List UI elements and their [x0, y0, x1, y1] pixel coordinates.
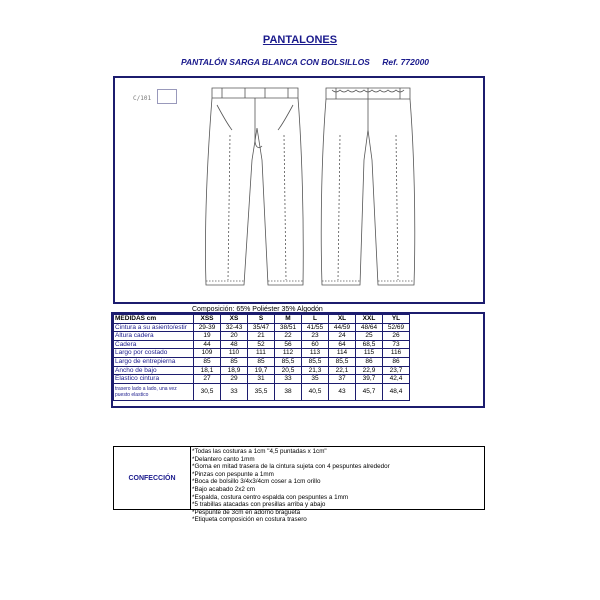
measure-value: 35	[302, 375, 329, 384]
confeccion-item: *Pinzas con pespunte a 1mm	[192, 470, 274, 478]
measure-label: Cadera	[114, 340, 194, 349]
measure-value: 86	[383, 357, 410, 366]
measure-value: 114	[329, 349, 356, 358]
measure-value: 44	[194, 340, 221, 349]
measure-value: 40,5	[302, 383, 329, 400]
measure-value: 39,7	[356, 375, 383, 384]
confeccion-label: CONFECCIÓN	[114, 447, 191, 509]
measure-label: Elastico cintura	[114, 375, 194, 384]
measure-label: Altura cadera	[114, 332, 194, 341]
measure-value: 111	[248, 349, 275, 358]
measure-value: 18,1	[194, 366, 221, 375]
measure-value: 26	[383, 332, 410, 341]
table-row	[114, 323, 410, 332]
measure-value: 44/59	[329, 323, 356, 332]
measure-value: 45,7	[356, 383, 383, 400]
measures-header-label: MEDIDAS cm	[114, 315, 194, 324]
table-row	[114, 357, 410, 366]
table-row	[114, 366, 410, 375]
measure-value: 22	[275, 332, 302, 341]
measure-value: 38/51	[275, 323, 302, 332]
measure-value: 27	[194, 375, 221, 384]
measure-value: 20,5	[275, 366, 302, 375]
page-title: PANTALONES	[262, 34, 338, 46]
measure-value: 31	[248, 375, 275, 384]
measure-value: 25	[356, 332, 383, 341]
table-row	[114, 375, 410, 384]
measure-value: 29-39	[194, 323, 221, 332]
measure-value: 116	[383, 349, 410, 358]
confeccion-item: *Bajo acabado 2x2 cm	[192, 485, 256, 493]
size-header: XXL	[356, 315, 383, 324]
measure-value: 48,4	[383, 383, 410, 400]
measure-label: Cintura a su asiento/estir	[114, 323, 194, 332]
measure-value: 113	[302, 349, 329, 358]
measure-label: Ancho de bajo	[114, 366, 194, 375]
front-pants-sketch	[205, 88, 303, 285]
measure-value: 85,5	[302, 357, 329, 366]
measure-label: Largo de entrepierna	[114, 357, 194, 366]
measure-value: 64	[329, 340, 356, 349]
measurements-header-row	[114, 315, 410, 324]
table-row	[114, 340, 410, 349]
measure-value: 33	[221, 383, 248, 400]
table-row	[114, 383, 410, 400]
measure-value: 86	[356, 357, 383, 366]
size-header: XL	[329, 315, 356, 324]
measure-value: 24	[329, 332, 356, 341]
measure-value: 32-43	[221, 323, 248, 332]
measure-value: 85	[221, 357, 248, 366]
measure-value: 22,1	[329, 366, 356, 375]
measure-value: 48	[221, 340, 248, 349]
confeccion-item: *Boca de bolsillo 3/4x3/4cm coser a 1cm orillo	[192, 478, 321, 486]
size-header: YL	[383, 315, 410, 324]
measure-value: 110	[221, 349, 248, 358]
measure-value: 30,5	[194, 383, 221, 400]
confeccion-item: *Pespunte de 3cm en adorno bragueta	[192, 508, 301, 516]
measure-value: 22,9	[356, 366, 383, 375]
confeccion-item: *Etiqueta composición en costura trasero	[192, 516, 307, 524]
measure-value: 112	[275, 349, 302, 358]
measure-value: 85	[194, 357, 221, 366]
measure-value: 109	[194, 349, 221, 358]
measure-value: 60	[302, 340, 329, 349]
confeccion-list	[192, 448, 482, 524]
measure-value: 37	[329, 375, 356, 384]
back-pants-sketch	[321, 88, 415, 285]
size-header: XSS	[194, 315, 221, 324]
measure-value: 33	[275, 375, 302, 384]
table-row	[114, 349, 410, 358]
measure-value: 23,7	[383, 366, 410, 375]
measure-label: Largo por costado	[114, 349, 194, 358]
measure-label: trasero lado a lado, una vez puesto elastico	[114, 383, 194, 400]
confeccion-item: *Goma en mitad trasera de la cintura sujeta con 4 pespuntes alrededor	[192, 463, 390, 471]
measure-value: 35/47	[248, 323, 275, 332]
product-ref: Ref. 772000	[382, 57, 430, 67]
size-header: L	[302, 315, 329, 324]
confeccion-item: *5 trabillas atacadas con presillas arriba y abajo	[192, 501, 326, 509]
confeccion-item: *Delantero canto 1mm	[192, 455, 255, 463]
measure-value: 43	[329, 383, 356, 400]
measure-value: 85,5	[329, 357, 356, 366]
measure-value: 52/69	[383, 323, 410, 332]
drawing-code-label: C/101	[133, 95, 152, 102]
measure-value: 52	[248, 340, 275, 349]
measure-value: 48/64	[356, 323, 383, 332]
measure-value: 23	[302, 332, 329, 341]
measure-value: 21	[248, 332, 275, 341]
measure-value: 20	[221, 332, 248, 341]
measure-value: 85	[248, 357, 275, 366]
confeccion-section	[113, 446, 485, 524]
measure-value: 42,4	[383, 375, 410, 384]
table-row	[114, 332, 410, 341]
confeccion-item: *Espalda, costura centro espalda con pespuntes a 1mm	[192, 493, 349, 501]
size-header: XS	[221, 315, 248, 324]
measure-value: 41/55	[302, 323, 329, 332]
measure-value: 73	[383, 340, 410, 349]
size-header: M	[275, 315, 302, 324]
fabric-composition: Composición: 65% Poliéster 35% Algodón	[192, 306, 323, 313]
measure-value: 85,5	[275, 357, 302, 366]
measure-value: 19,7	[248, 366, 275, 375]
measure-value: 18,9	[221, 366, 248, 375]
confeccion-item: *Todas las costuras a 1cm "4,5 puntadas x 1cm"	[192, 448, 327, 455]
product-name: PANTALÓN SARGA BLANCA CON BOLSILLOS	[180, 57, 370, 67]
measure-value: 35,5	[248, 383, 275, 400]
measure-value: 19	[194, 332, 221, 341]
measure-value: 56	[275, 340, 302, 349]
size-header: S	[248, 315, 275, 324]
measure-value: 38	[275, 383, 302, 400]
measure-value: 115	[356, 349, 383, 358]
measurements-table	[113, 314, 410, 401]
measure-value: 68,5	[356, 340, 383, 349]
measure-value: 29	[221, 375, 248, 384]
measure-value: 21,3	[302, 366, 329, 375]
